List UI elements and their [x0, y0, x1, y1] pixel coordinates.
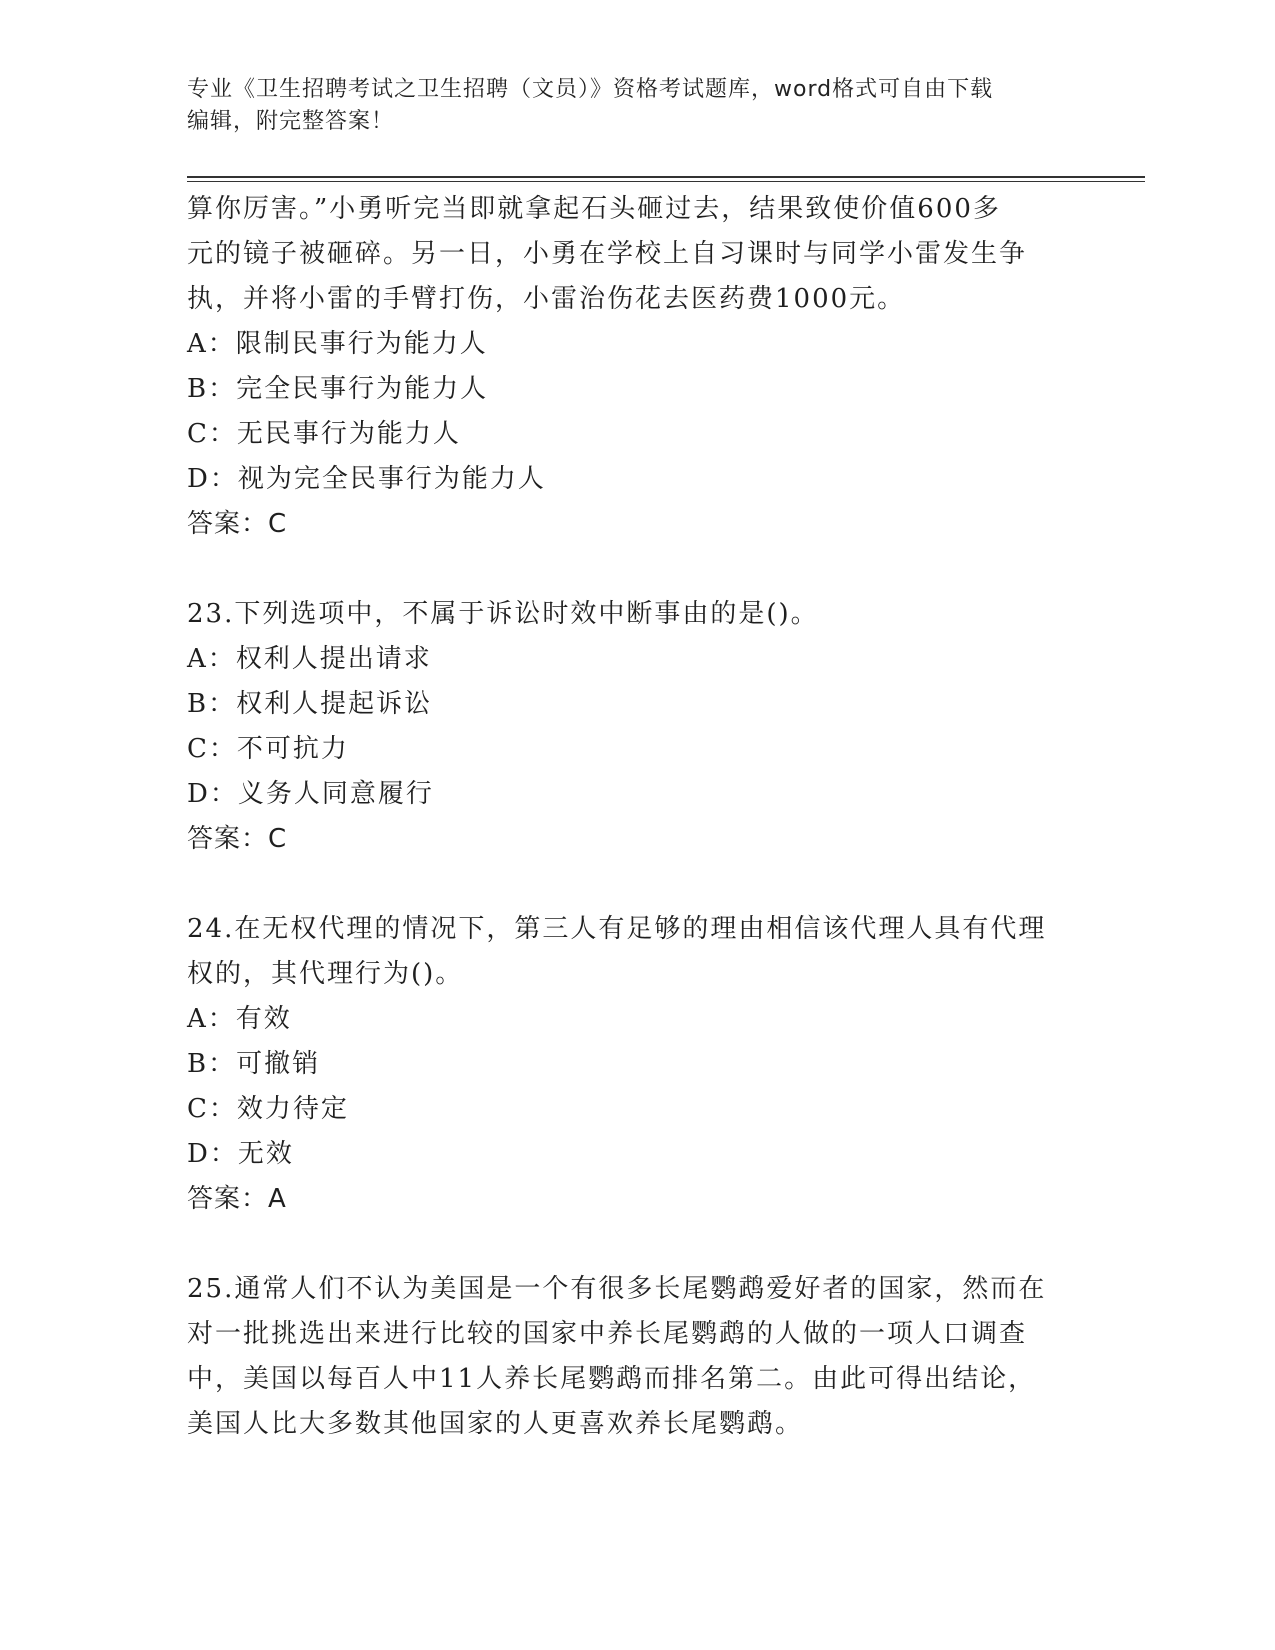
option-d: D：无效: [187, 1139, 294, 1169]
option-b: B：可撤销: [187, 1049, 321, 1079]
answer: 答案：A: [187, 1184, 287, 1214]
spacer: [187, 862, 1087, 907]
question-text-line: 25.通常人们不认为美国是一个有很多长尾鹦鹉爱好者的国家，然而在: [187, 1274, 1047, 1304]
question-text-line: 对一批挑选出来进行比较的国家中养长尾鹦鹉的人做的一项人口调查: [187, 1319, 1028, 1349]
question-text-line: 元的镜子被砸碎。另一日，小勇在学校上自习课时与同学小雷发生争: [187, 239, 1028, 269]
option-c: C：效力待定: [187, 1094, 349, 1124]
option-d: D：视为完全民事行为能力人: [187, 464, 546, 494]
header-line-1: 专业《卫生招聘考试之卫生招聘（文员）》资格考试题库，word格式可自由下载: [187, 77, 994, 102]
page-header: [187, 74, 1067, 138]
question-text-line: 执，并将小雷的手臂打伤，小雷治伤花去医药费1000元。: [187, 284, 906, 314]
header-rule-thin: [187, 181, 1145, 182]
option-b: B：权利人提起诉讼: [187, 689, 433, 719]
header-rule-thick: [187, 176, 1145, 178]
option-c: C：无民事行为能力人: [187, 419, 461, 449]
header-line-2: 编辑，附完整答案！: [187, 109, 395, 134]
option-a: A：限制民事行为能力人: [187, 329, 488, 359]
question-text-line: 权的，其代理行为()。: [187, 959, 464, 989]
question-23: [187, 592, 1087, 862]
spacer: [187, 1222, 1087, 1267]
question-text-line: 美国人比大多数其他国家的人更喜欢养长尾鹦鹉。: [187, 1409, 804, 1439]
option-d: D：义务人同意履行: [187, 779, 434, 809]
answer: 答案：C: [187, 509, 288, 539]
question-text-line: 中，美国以每百人中11人养长尾鹦鹉而排名第二。由此可得出结论，: [187, 1364, 1037, 1394]
question-24: [187, 907, 1087, 1222]
question-22: [187, 187, 1087, 547]
answer: 答案：C: [187, 824, 288, 854]
question-25: [187, 1267, 1087, 1447]
option-a: A：有效: [187, 1004, 292, 1034]
option-a: A：权利人提出请求: [187, 644, 432, 674]
question-text-line: 算你厉害。”小勇听完当即就拿起石头砸过去，结果致使价值600多: [187, 194, 1001, 224]
question-text-line: 23.下列选项中，不属于诉讼时效中断事由的是()。: [187, 599, 819, 629]
question-text-line: 24.在无权代理的情况下，第三人有足够的理由相信该代理人具有代理: [187, 914, 1047, 944]
document-body: [187, 187, 1087, 1447]
spacer: [187, 547, 1087, 592]
option-b: B：完全民事行为能力人: [187, 374, 489, 404]
option-c: C：不可抗力: [187, 734, 349, 764]
